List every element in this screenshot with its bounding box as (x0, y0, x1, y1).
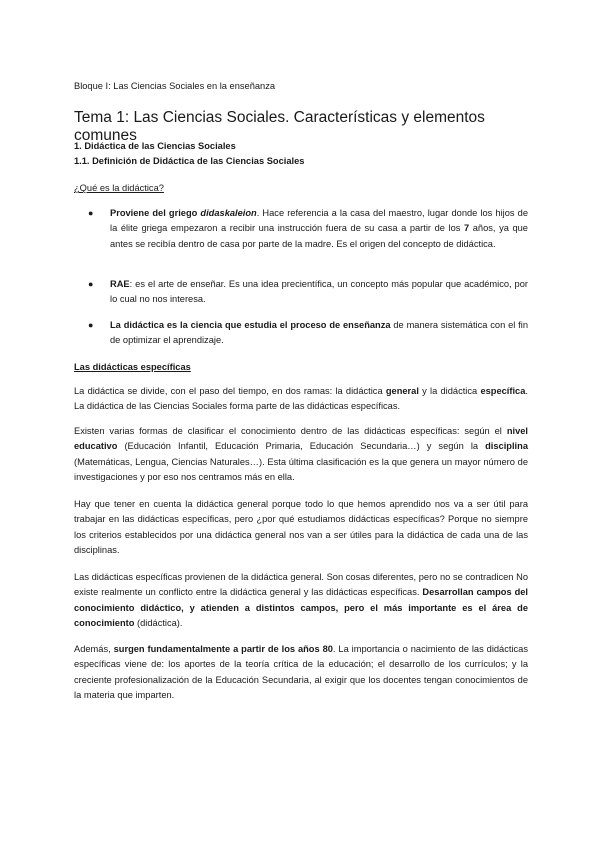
bold-text: disciplina (485, 441, 528, 452)
subheading-didacticas-especificas (74, 360, 528, 375)
plain-text: . La importancia o nacimiento de las didácticas específicas viene de: los aportes de la teoría crítica de la educación; el desarrollo de los currículos; y la creciente profesionalización de la Educación Secundaria, al exigir que los docentes tengan conocimientos de la materia que imparten. (74, 644, 528, 700)
plain-text: (Educación Infantil, Educación Primaria, Educación Secundaria…) y según la (117, 441, 486, 452)
course-block-header: Bloque I: Las Ciencias Sociales en la enseñanza (74, 81, 276, 91)
paragraph (74, 642, 528, 703)
paragraph (74, 384, 528, 415)
subheading-text: ¿Qué es la didáctica? (74, 183, 164, 193)
paragraph (74, 424, 528, 485)
subsection-heading: 1.1. Definición de Didáctica de las Ciencias Sociales (74, 156, 305, 166)
plain-text: La didáctica se divide, con el paso del tiempo, en dos ramas: la didáctica (74, 386, 386, 396)
plain-text: Las didácticas específicas provienen de la didáctica general. Son cosas diferentes, pero no se contradicen No existe realmente un conflicto entre la didáctica general y las didácticas específicas. (74, 572, 528, 598)
paragraph (74, 570, 528, 631)
plain-text: Existen varias formas de clasificar el conocimiento dentro de las didácticas específicas: según el (74, 426, 507, 436)
bold-text: general (385, 386, 419, 396)
plain-text: . Hace referencia a la casa del maestro, lugar donde los hijos de la élite griega empezaron a recibir una instrucción fuera de su casa a partir de los (110, 208, 528, 234)
bold-text: surgen fundamentalmente a partir de los años 80 (113, 644, 333, 654)
list-item-text (110, 318, 528, 349)
bold-text: 7 (463, 223, 470, 234)
bold-text: La didáctica es la ciencia que estudia el proceso de enseñanza (110, 320, 391, 330)
subheading-que-es-didactica (74, 181, 528, 196)
bold-text: específica (480, 386, 526, 396)
plain-text: (didáctica). (134, 617, 183, 628)
section-heading: 1. Didáctica de las Ciencias Sociales (74, 141, 236, 151)
bullet-icon: ● (88, 279, 94, 289)
bold-text: RAE (110, 279, 130, 289)
bullet-icon: ● (88, 208, 94, 218)
bold-text: Desarrollan campos del conocimiento didáctico, y atienden a distintos campos, pero el más importante es el área de conocimiento (74, 587, 529, 628)
plain-text: (Matemáticas, Lengua, Ciencias Naturales…). Esta última clasificación es la que genera un mayor número de investigaciones y por eso nos centramos más en ella. (74, 456, 528, 482)
bold-text: Proviene del griego (110, 208, 201, 218)
page-title: Tema 1: Las Ciencias Sociales. Características y elementos comunes (74, 109, 485, 144)
plain-text: años, ya que antes se recibía dentro de casa por parte de la madre. Es el origen del concepto de didáctica. (110, 223, 528, 249)
list-item-text (110, 277, 528, 308)
plain-text: : es el arte de enseñar. Es una idea precientífica, un concepto más popular que académico, por lo cual no nos interesa. (110, 279, 528, 305)
list-item-text (110, 206, 528, 252)
bullet-icon: ● (88, 320, 94, 330)
italic-term: didaskaleion (200, 208, 257, 218)
plain-text: y la didáctica (418, 386, 481, 396)
bold-text: nivel educativo (74, 426, 528, 452)
plain-text: Además, (74, 644, 114, 654)
paragraph: Hay que tener en cuenta la didáctica general porque todo lo que hemos aprendido nos va a ser útil para trabajar en las didácticas específicas, pero ¿por qué estudiamos didácticas específicas? Porque no siempre los criterios establecidos por una didáctica general nos van a ser útiles para la didáctica de cada una de las disciplinas. (74, 499, 528, 555)
plain-text: . La didáctica de las Ciencias Sociales forma parte de las didácticas específicas. (74, 386, 528, 412)
plain-text: de manera sistemática con el fin de optimizar el aprendizaje. (110, 320, 528, 346)
subheading-text: Las didácticas específicas (74, 362, 191, 372)
